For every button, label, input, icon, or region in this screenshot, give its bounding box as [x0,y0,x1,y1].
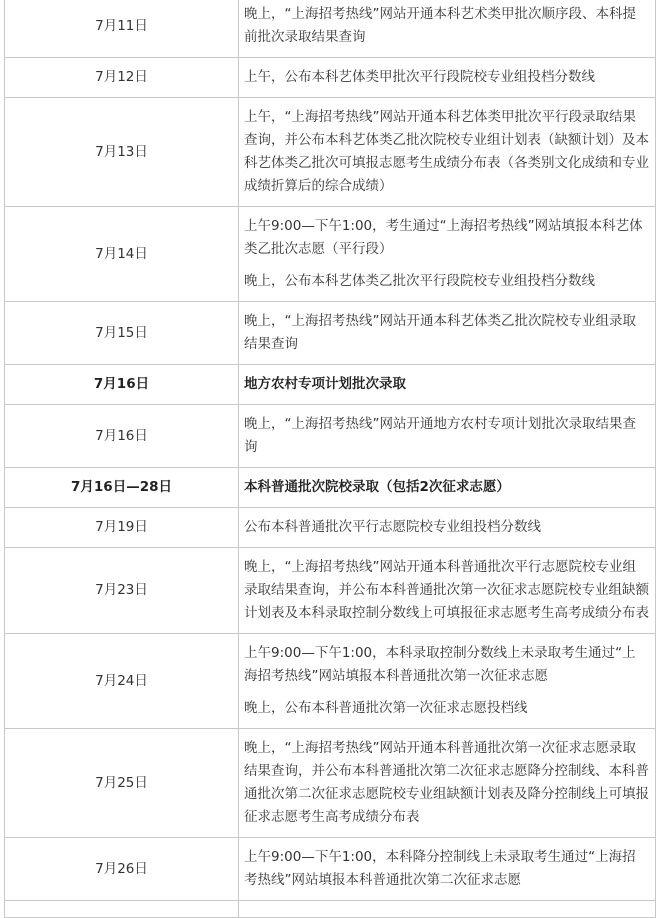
table-row [5,634,656,729]
description-cell [239,901,656,918]
description-cell [239,365,656,405]
date-cell [5,901,239,918]
admission-schedule-table [4,0,656,918]
description-text: 晚上，“上海招考热线”网站开通本科普通批次平行志愿院校专业组录取结果查询，并公布本科普通批次第一次征求志愿院校专业组缺额计划表及本科录取控制分数线上可填报征求志愿考生高考成绩分布表 [244,559,649,621]
description-cell [239,548,656,634]
description-text: 上午9:00—下午1:00，考生通过“上海招考热线”网站填报本科艺体类乙批次志愿（平行段） [244,218,643,257]
description-cell [239,634,656,729]
date-cell: 7月16日 [5,365,239,405]
date-cell: 7月12日 [5,58,239,98]
table-row [5,0,656,58]
description-text: 晚上，“上海招考热线”网站开通本科普通批次第一次征求志愿录取结果查询，并公布本科普通批次第二次征求志愿降分控制线、本科普通批次第二次征求志愿院校专业组缺额计划表及降分控制线上可填报征求志愿考生高考成绩分布表 [244,740,649,825]
date-cell: 7月25日 [5,729,239,838]
description-cell [239,729,656,838]
description-text: 晚上，公布本科艺体类乙批次平行段院校专业组投档分数线 [244,273,595,289]
description-cell [239,207,656,302]
date-cell: 7月23日 [5,548,239,634]
description-cell [239,468,656,508]
table-row [5,365,656,405]
description-text: 晚上，“上海招考热线”网站开通地方农村专项计划批次录取结果查询 [244,416,636,455]
description-text: 上午9:00—下午1:00，本科降分控制线上未录取考生通过“上海招考热线”网站填报本科普通批次第二次征求志愿 [244,849,636,888]
description-cell [239,58,656,98]
description-text: 晚上，“上海招考热线”网站开通本科艺术类甲批次顺序段、本科提前批次录取结果查询 [244,6,636,45]
description-cell [239,508,656,548]
date-cell: 7月14日 [5,207,239,302]
description-text: 公布本科普通批次平行志愿院校专业组投档分数线 [244,519,541,535]
description-text: 上午，“上海招考热线”网站开通本科艺体类甲批次平行段录取结果查询，并公布本科艺体类乙批次院校专业组计划表（缺额计划）及本科艺体类乙批次可填报志愿考生成绩分布表（各类别文化成绩和专业成绩折算后的综合成绩） [244,109,649,194]
description-cell [239,98,656,207]
table-row [5,838,656,901]
date-cell: 7月19日 [5,508,239,548]
date-cell: 7月26日 [5,838,239,901]
description-text: 本科普通批次院校录取（包括2次征求志愿） [244,479,510,495]
date-cell: 7月16日 [5,405,239,468]
table-row [5,548,656,634]
date-cell: 7月24日 [5,634,239,729]
table-row [5,901,656,918]
table-row [5,508,656,548]
description-text: 晚上，公布本科普通批次第一次征求志愿投档线 [244,700,528,716]
description-cell [239,838,656,901]
table-row [5,302,656,365]
description-text: 上午9:00—下午1:00，本科录取控制分数线上未录取考生通过“上海招考热线”网站填报本科普通批次第一次征求志愿 [244,645,636,684]
description-text: 晚上，“上海招考热线”网站开通本科艺体类乙批次院校专业组录取结果查询 [244,313,636,352]
date-cell: 7月13日 [5,98,239,207]
table-row [5,405,656,468]
description-text: 上午，公布本科艺体类甲批次平行段院校专业组投档分数线 [244,69,595,85]
date-cell: 7月15日 [5,302,239,365]
table-row [5,729,656,838]
description-cell [239,0,656,58]
description-cell [239,405,656,468]
table-row [5,58,656,98]
description-cell [239,302,656,365]
table-row [5,468,656,508]
schedule-table-body [5,0,656,918]
date-cell: 7月16日—28日 [5,468,239,508]
table-row [5,98,656,207]
description-text: 地方农村专项计划批次录取 [244,376,406,392]
date-cell: 7月11日 [5,0,239,58]
table-row [5,207,656,302]
